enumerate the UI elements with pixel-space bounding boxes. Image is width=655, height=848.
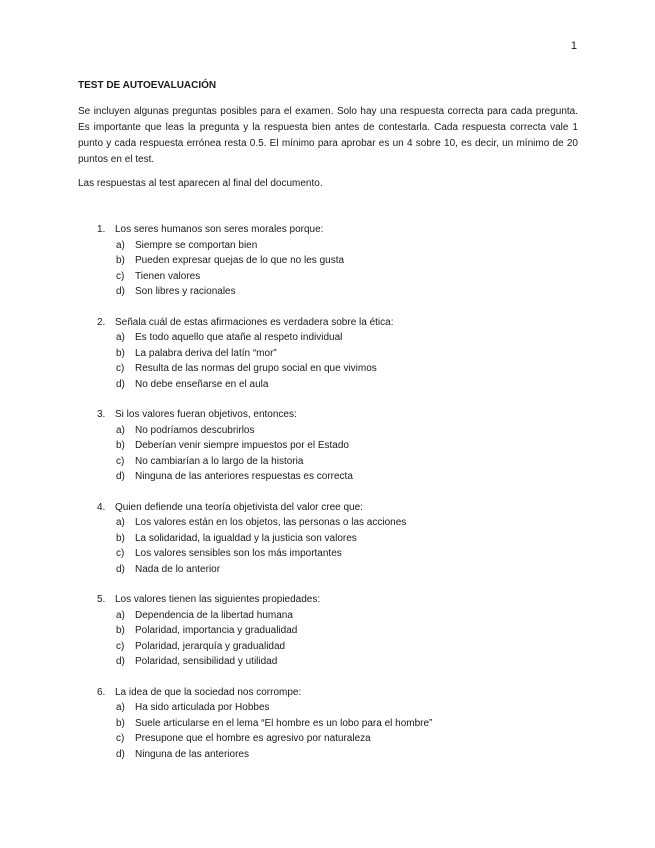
option-a: a) Siempre se comportan bien <box>116 239 258 251</box>
question-4 <box>78 500 578 578</box>
option-c: c) No cambiarían a lo largo de la historia <box>116 455 304 467</box>
question-number: 4. <box>97 501 106 513</box>
option-d: d) Ninguna de las anteriores <box>116 748 249 760</box>
question-2 <box>78 315 578 393</box>
question-text: Quien defiende una teoría objetivista del valor cree que: <box>115 501 363 513</box>
document-title: TEST DE AUTOEVALUACIÓN <box>78 80 217 91</box>
question-text: La idea de que la sociedad nos corrompe: <box>115 686 302 698</box>
question-text: Señala cuál de estas afirmaciones es verdadera sobre la ética: <box>115 316 394 328</box>
option-b: b) La solidaridad, la igualdad y la justicia son valores <box>116 532 357 544</box>
option-d: d) Ninguna de las anteriores respuestas es correcta <box>116 471 353 482</box>
document-body <box>78 79 578 777</box>
question-text: Los valores tienen las siguientes propiedades: <box>115 594 321 605</box>
intro-paragraph: Se incluyen algunas preguntas posibles para el examen. Solo hay una respuesta correcta para cada pregunta. Es importante que leas la pregunta y la respuesta bien antes de contestarla. Cada respuesta correcta vale 1 punto y cada respuesta errónea resta 0.5. El mínimo para aprobar es un 4 sobre 10, es decir, un mínimo de 20 puntos en el test. <box>78 106 578 165</box>
option-c: c) Polaridad, jerarquía y gradualidad <box>116 640 286 652</box>
answers-note: Las respuestas al test aparecen al final del documento. <box>78 178 323 189</box>
option-a: a) Dependencia de la libertad humana <box>116 609 293 621</box>
option-c: c) Presupone que el hombre es agresivo por naturaleza <box>116 733 371 744</box>
option-d: d) Nada de lo anterior <box>116 563 221 575</box>
option-c: c) Los valores sensibles son los más importantes <box>116 548 342 559</box>
question-list <box>78 222 578 762</box>
page-number: 1 <box>570 40 577 52</box>
option-c: c) Resulta de las normas del grupo social en que vivimos <box>116 363 377 374</box>
option-a: a) Ha sido articulada por Hobbes <box>116 702 270 713</box>
question-number: 2. <box>97 316 106 328</box>
question-text: Los seres humanos son seres morales porque: <box>115 224 324 235</box>
option-a: a) No podríamos descubrirlos <box>116 424 255 436</box>
question-text: Si los valores fueran objetivos, entonces: <box>115 409 297 420</box>
option-a: a) Es todo aquello que atañe al respeto individual <box>116 332 343 343</box>
question-number: 5. <box>97 594 106 605</box>
question-number: 1. <box>97 224 106 235</box>
question-6 <box>78 685 578 763</box>
question-1 <box>78 222 578 300</box>
option-b: b) Deberían venir siempre impuestos por el Estado <box>116 440 349 451</box>
option-d: d) Polaridad, sensibilidad y utilidad <box>116 656 278 667</box>
option-c: c) Tienen valores <box>116 270 201 282</box>
option-b: b) Polaridad, importancia y gradualidad <box>116 625 298 636</box>
option-b: b) Pueden expresar quejas de lo que no les gusta <box>116 255 345 266</box>
option-b: b) La palabra deriva del latín “mor” <box>116 347 277 359</box>
question-number: 3. <box>97 409 106 420</box>
question-number: 6. <box>97 686 106 698</box>
question-5 <box>78 592 578 670</box>
option-d: d) No debe enseñarse en el aula <box>116 378 269 390</box>
option-a: a) Los valores están en los objetos, las personas o las acciones <box>116 517 407 528</box>
option-b: b) Suele articularse en el lema “El hombre es un lobo para el hombre” <box>116 717 433 729</box>
option-d: d) Son libres y racionales <box>116 286 236 297</box>
question-3 <box>78 407 578 485</box>
